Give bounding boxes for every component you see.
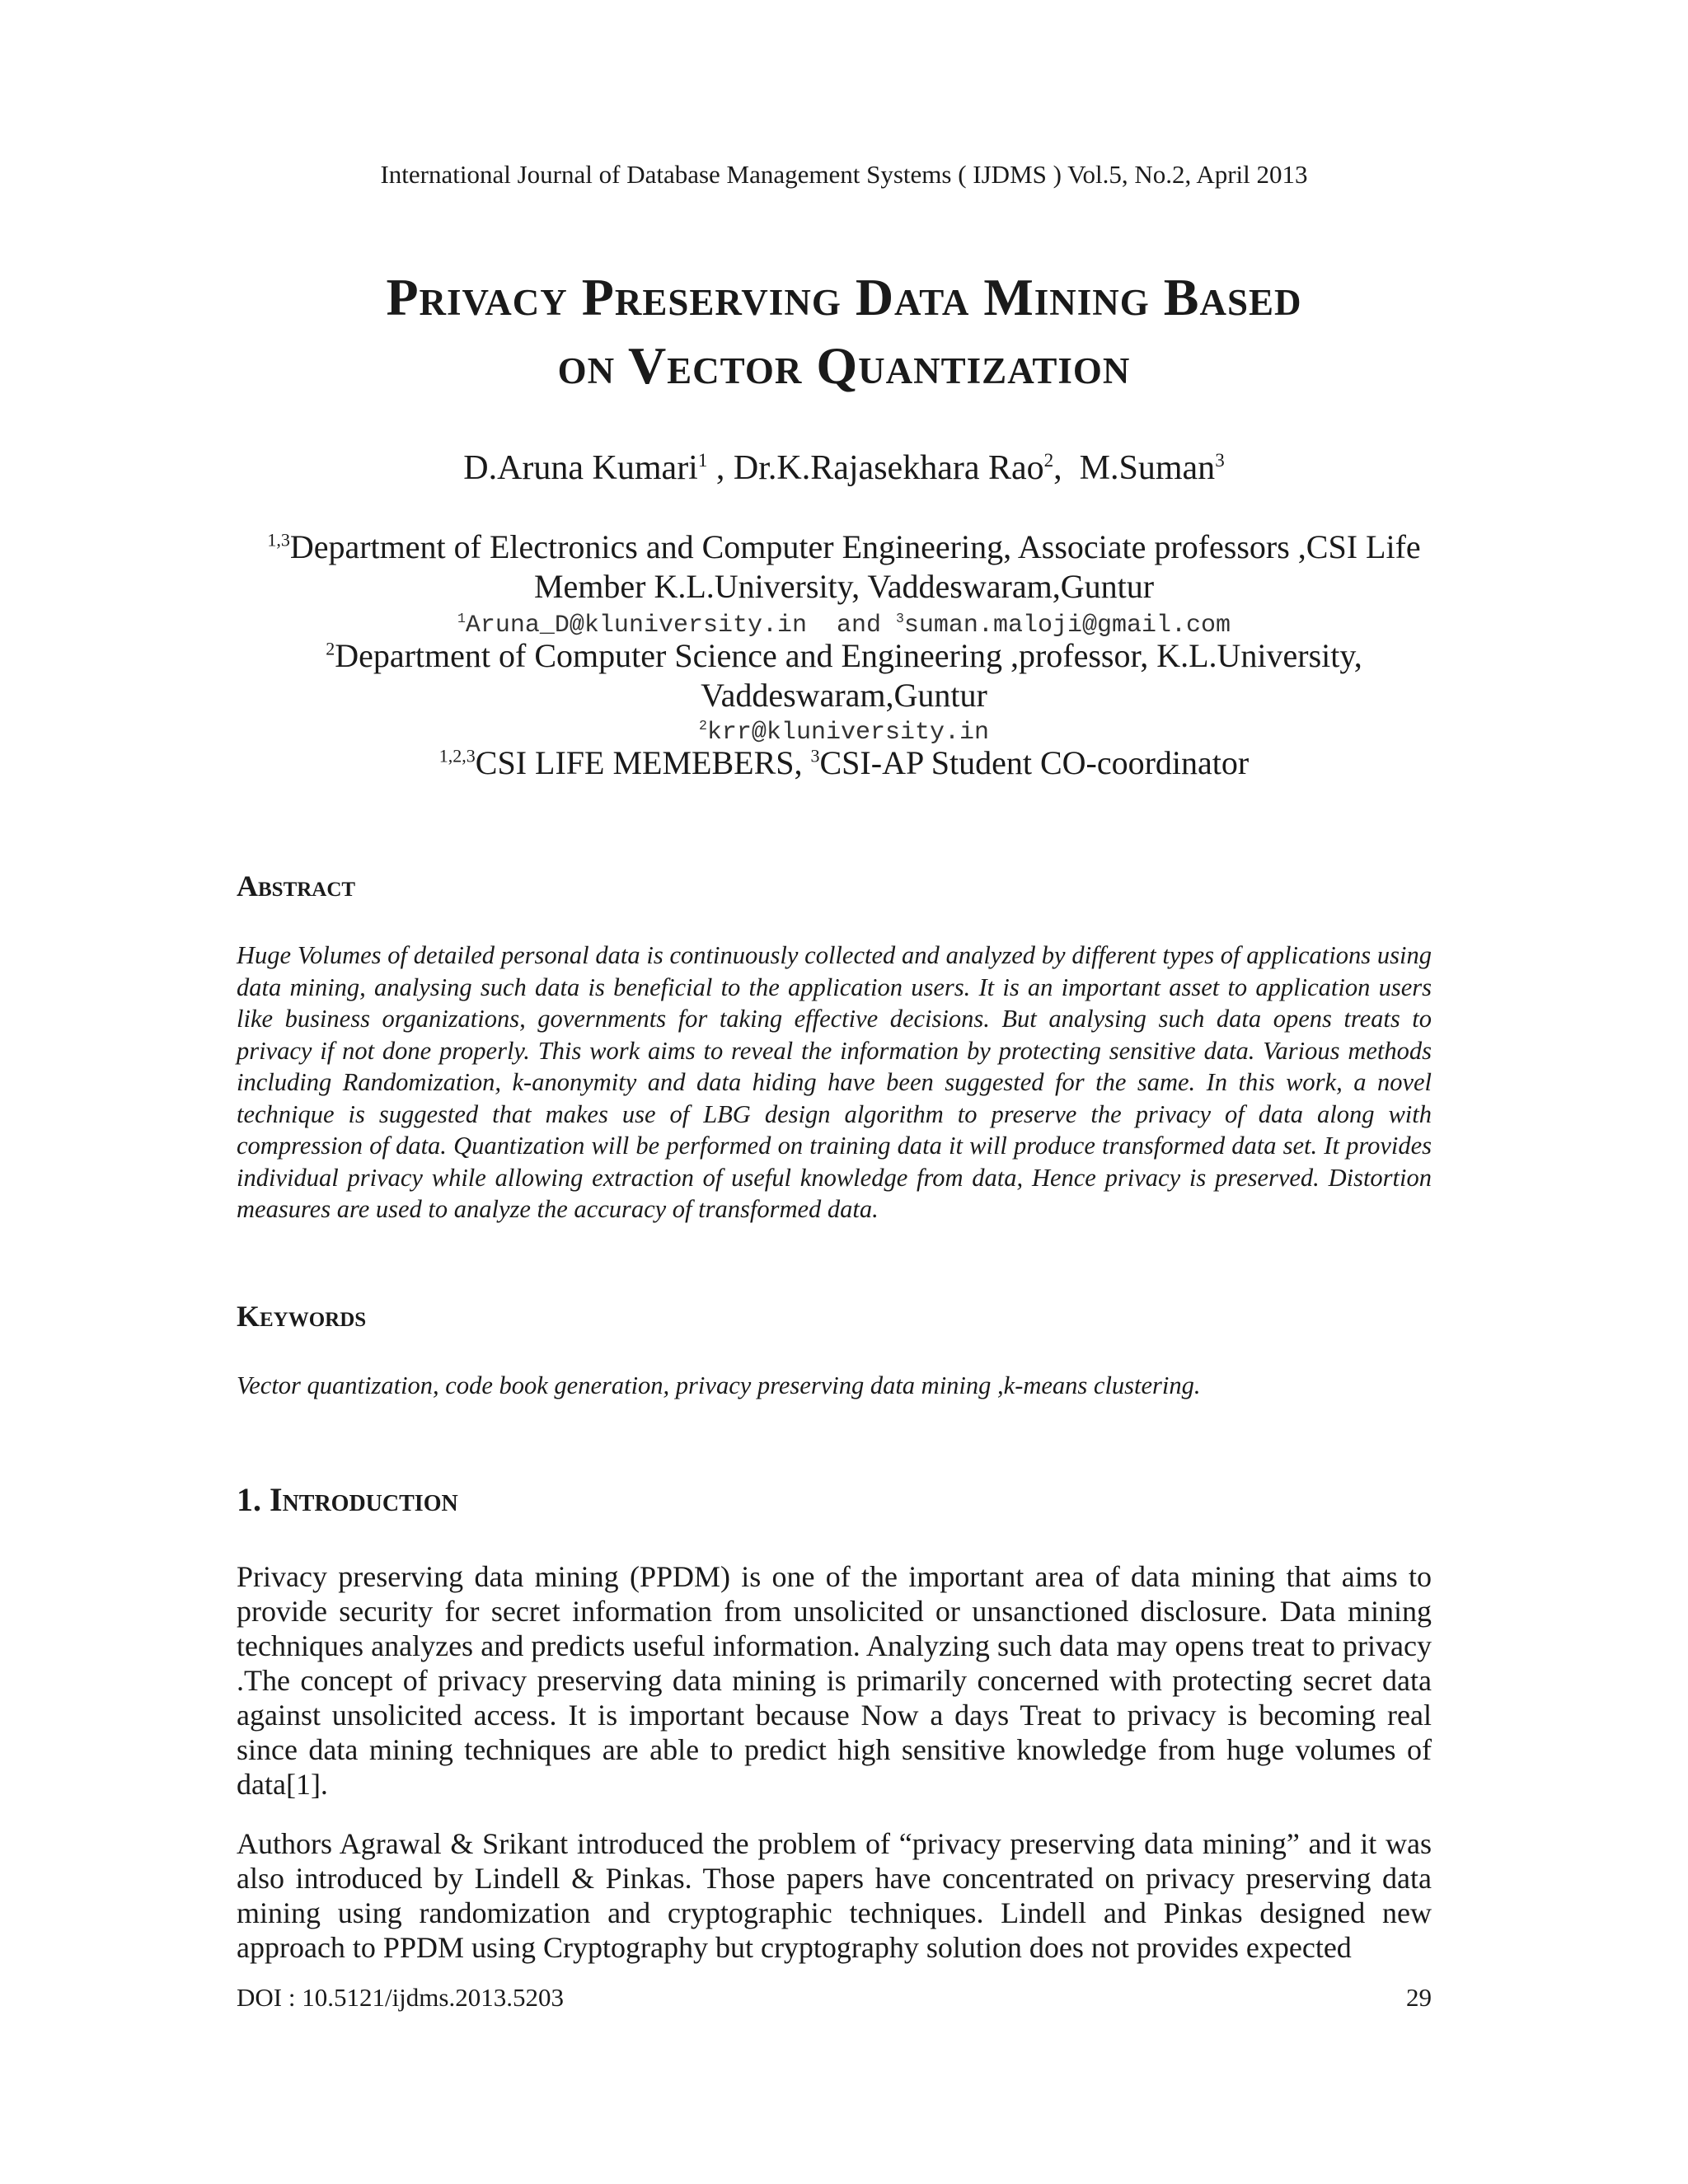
affiliation-superscript: 2 [326,638,335,659]
introduction-paragraph-2: Authors Agrawal & Srikant introduced the problem of “privacy preserving data mining” and it was also introduced by Lindell & Pinkas. Those papers have concentrated on privacy preserving data mining using randomization and cryptographic techniques. Lindell and Pinkas designed new approach to PPDM using Cryptography but cryptography solution does not provides expected [237,1827,1432,1964]
author-superscript: 2 [1043,449,1054,471]
author-separator: , [1053,449,1080,487]
csi-superscript: 1,2,3 [438,745,476,766]
introduction-heading: 1. Introduction [237,1481,458,1518]
email-superscript: 2 [699,718,707,733]
author-superscript: 1 [697,449,708,471]
abstract-heading: Abstract [237,869,356,902]
author-separator: , [707,449,734,487]
affiliation-1-line2: Member K.L.University, Vaddeswaram,Guntur [533,568,1155,605]
affiliation-text: Department of Computer Science and Engineering ,professor, K.L.University, [335,637,1362,674]
paper-title-line2: on Vector Quantization [557,336,1131,395]
email-line-1 [0,612,1688,640]
affiliation-2-line1 [0,636,1688,676]
journal-header: International Journal of Database Management Systems ( IJDMS ) Vol.5, No.2, April 2013 [380,160,1308,189]
csi-text: CSI-AP Student CO-coordinator [819,744,1250,781]
author-name: M.Suman [1079,449,1216,487]
email-address: krr@kluniversity.in [706,719,989,747]
affiliation-2-line2: Vaddeswaram,Guntur [701,677,987,714]
email-connector: and [806,612,897,640]
affiliation-superscript: 1,3 [267,529,290,551]
csi-text: CSI LIFE MEMEBERS, [475,744,811,781]
keywords-text: Vector quantization, code book generation, privacy preserving data mining ,k-means clustering. [237,1371,1201,1399]
email-line-2 [0,719,1688,747]
csi-membership-line [0,743,1688,783]
author-superscript: 3 [1215,449,1225,471]
page-number: 29 [1406,1983,1432,2012]
author-name: Dr.K.Rajasekhara Rao [733,449,1044,487]
email-address: Aruna_D@kluniversity.in [465,612,807,640]
author-name: D.Aruna Kumari [463,449,698,487]
footer-doi: DOI : 10.5121/ijdms.2013.5203 [237,1983,564,2012]
introduction-paragraph-1: Privacy preserving data mining (PPDM) is one of the important area of data mining that aims to provide security for secret information from unsolicited or unsanctioned disclosure. Data mining techniques analyzes and predicts useful information. Analyzing such data may opens treat to privacy .The concept of privacy preserving data mining is primarily concerned with protecting secret data against unsolicited access. It is important because Now a days Treat to privacy is becoming real since data mining techniques are able to predict high sensitive knowledge from huge volumes of data[1]. [237,1560,1432,1801]
keywords-heading: Keywords [237,1300,367,1333]
abstract-text: Huge Volumes of detailed personal data is continuously collected and analyzed by different types of applications using data mining, analysing such data is beneficial to the application users. It is an important asset to application users like business organizations, governments for taking effective decisions. But analysing such data opens treats to privacy if not done properly. This work aims to reveal the information by protecting sensitive data. Various methods including Randomization, k-anonymity and data hiding have been suggested for the same. In this work, a novel technique is suggested that makes use of LBG design algorithm to preserve the privacy of data along with compression of data. Quantization will be performed on training data it will produce transformed data set. It provides individual privacy while allowing extraction of useful knowledge from data, Hence privacy is preserved. Distortion measures are used to analyze the accuracy of transformed data. [237,941,1432,1223]
email-address: suman.maloji@gmail.com [903,612,1231,640]
affiliation-text: Department of Electronics and Computer Engineering, Associate professors ,CSI Life [289,528,1421,565]
paper-title-line1: Privacy Preserving Data Mining Based [386,268,1302,326]
email-superscript: 3 [896,611,904,626]
author-list [0,448,1688,488]
email-superscript: 1 [457,611,466,626]
affiliation-1-line1 [0,527,1688,567]
csi-superscript: 3 [810,745,820,766]
